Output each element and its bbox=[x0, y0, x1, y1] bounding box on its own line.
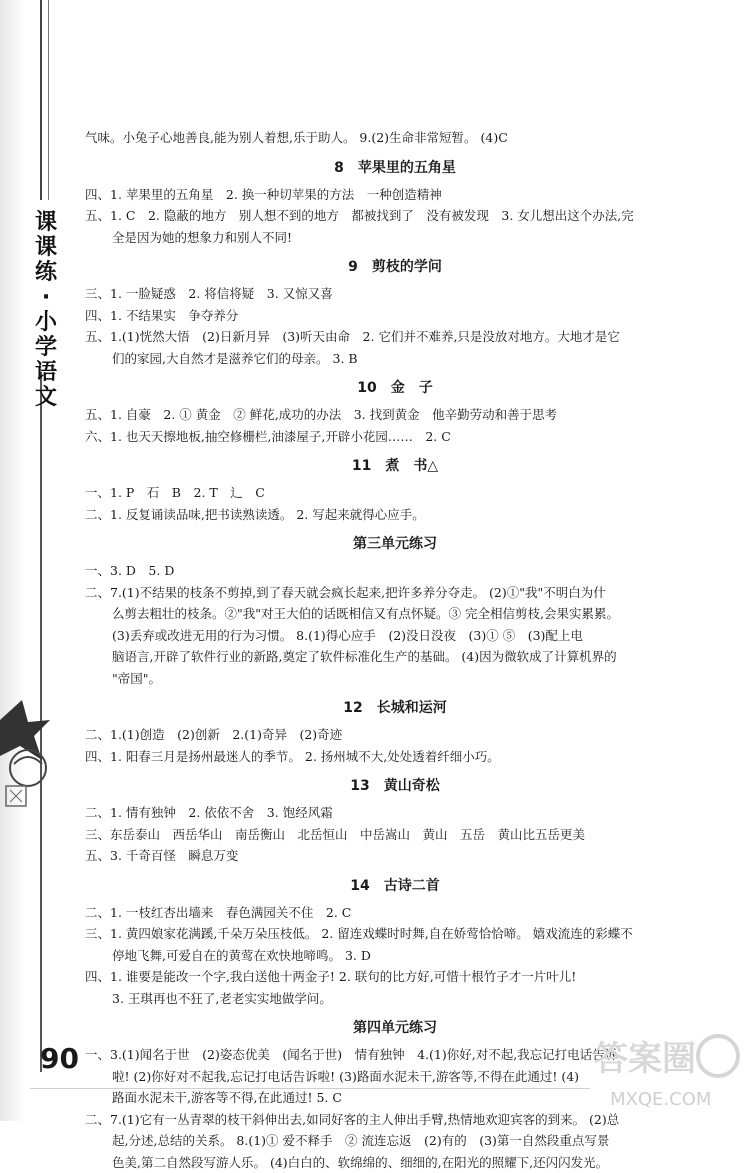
answer-line: 色美,第二自然段写游人乐。 (4)白白的、软绵绵的、细细的,在阳光的照耀下,还闪闪发光。 bbox=[85, 1152, 705, 1173]
answer-line: 五、3. 千奇百怪 瞬息万变 bbox=[85, 845, 705, 867]
title-char: 课 bbox=[34, 210, 58, 235]
book-spine-shadow bbox=[0, 0, 26, 1121]
answer-line: 六、1. 也天天擦地板,抽空修栅栏,油漆屋子,开辟小花园…… 2. C bbox=[85, 426, 705, 448]
section-heading: 第四单元练习 bbox=[85, 1017, 705, 1039]
answer-key-content bbox=[85, 127, 705, 1173]
section-heading: 8 苹果里的五角星 bbox=[85, 157, 705, 179]
answer-line: 三、1. 一脸疑惑 2. 将信将疑 3. 又惊又喜 bbox=[85, 283, 705, 305]
section-heading: 13 黄山奇松 bbox=[85, 775, 705, 797]
margin-illustration bbox=[0, 690, 60, 810]
section-heading: 第三单元练习 bbox=[85, 533, 705, 555]
watermark-url: MXQE.COM bbox=[610, 1089, 711, 1110]
answer-line: 一、1. P 石 B 2. T 辶 C bbox=[85, 482, 705, 504]
answer-line: 起,分述,总结的关系。 8.(1)① 爱不释手 ② 流连忘返 (2)有的 (3)第一自然段重点写景 bbox=[85, 1130, 705, 1152]
section-heading: 10 金 子 bbox=[85, 377, 705, 399]
page-number: 90 bbox=[40, 1042, 79, 1075]
spine-rule-thin bbox=[48, 0, 49, 200]
answer-line: 二、7.(1)它有一丛青翠的枝干斜伸出去,如同好客的主人伸出手臂,热情地欢迎宾客的到来。 (2)总 bbox=[85, 1109, 705, 1131]
section-heading: 14 古诗二首 bbox=[85, 875, 705, 897]
answer-line: 三、1. 黄四娘家花满蹊,千朵万朵压枝低。 2. 留连戏蝶时时舞,自在娇莺恰恰啼。 嬉戏流连的彩蝶不 bbox=[85, 923, 705, 945]
vertical-book-title bbox=[34, 210, 58, 410]
answer-line: 一、3.(1)闻名于世 (2)姿态优美 (闻名于世) 情有独钟 4.(1)你好,对不起,我忘记打电话告诉 bbox=[85, 1044, 705, 1066]
title-char: 小 bbox=[34, 310, 58, 335]
answer-line: 四、1. 阳春三月是扬州最迷人的季节。 2. 扬州城不大,处处透着纤细小巧。 bbox=[85, 746, 705, 768]
answer-line: "帝国"。 bbox=[85, 668, 705, 690]
section-heading: 11 煮 书△ bbox=[85, 455, 705, 477]
spine-rule bbox=[40, 0, 42, 200]
watermark-logo-text: 答案圈 bbox=[594, 1039, 696, 1079]
answer-line: 一、3. D 5. D bbox=[85, 560, 705, 582]
answer-line: 四、1. 谁要是能改一个字,我白送他十两金子! 2. 联句的比方好,可惜十根竹子才一片叶儿! bbox=[85, 966, 705, 988]
answer-line: 气味。小兔子心地善良,能为别人着想,乐于助人。 9.(2)生命非常短暂。 (4)C bbox=[85, 127, 705, 149]
answer-line: 二、1. 反复诵读品味,把书读熟读透。 2. 写起来就得心应手。 bbox=[85, 504, 705, 526]
title-char: 学 bbox=[34, 335, 58, 360]
answer-line: 四、1. 不结果实 争夺养分 bbox=[85, 305, 705, 327]
answer-line: 五、1.(1)恍然大悟 (2)日新月异 (3)听天由命 2. 它们并不难养,只是没放对地方。大地才是它 bbox=[85, 326, 705, 348]
watermark-logo bbox=[590, 1030, 740, 1115]
answer-line: 路面水泥未干,游客等不得,在此通过! 5. C bbox=[85, 1087, 705, 1109]
section-heading: 9 剪枝的学问 bbox=[85, 256, 705, 278]
answer-line: (3)丢弃或改进无用的行为习惯。 8.(1)得心应手 (2)没日没夜 (3)① ⑤ (3)配上电 bbox=[85, 625, 705, 647]
title-char: 课 bbox=[34, 235, 58, 260]
bottom-rule bbox=[30, 1088, 590, 1089]
answer-line: 五、1. C 2. 隐蔽的地方 别人想不到的地方 都被找到了 没有被发现 3. 女儿想出这个办法,完 bbox=[85, 205, 705, 227]
answer-line: 3. 王琪再也不狂了,老老实实地做学问。 bbox=[85, 988, 705, 1010]
answer-line: 啦! (2)你好对不起我,忘记打电话告诉啦! (3)路面水泥未干,游客等,不得在此通过! (4) bbox=[85, 1066, 705, 1088]
answer-line: 二、1.(1)创造 (2)创新 2.(1)奇异 (2)奇迹 bbox=[85, 724, 705, 746]
answer-line: 全是因为她的想象力和别人不同! bbox=[85, 227, 705, 249]
answer-line: 脑语言,开辟了软件行业的新路,奠定了软件标准化生产的基础。 (4)因为微软成了计算机界的 bbox=[85, 646, 705, 668]
answer-line: 五、1. 自豪 2. ① 黄金 ② 鲜花,成功的办法 3. 找到黄金 他辛勤劳动和善于思考 bbox=[85, 404, 705, 426]
answer-line: 们的家园,大自然才是滋养它们的母亲。 3. B bbox=[85, 348, 705, 370]
answer-line: 二、1. 一枝红杏出墙来 春色满园关不住 2. C bbox=[85, 902, 705, 924]
answer-line: 三、东岳泰山 西岳华山 南岳衡山 北岳恒山 中岳嵩山 黄山 五岳 黄山比五岳更美 bbox=[85, 824, 705, 846]
title-char: 练 bbox=[34, 260, 58, 285]
section-heading: 12 长城和运河 bbox=[85, 697, 705, 719]
answer-line: 二、1. 情有独钟 2. 依依不舍 3. 饱经风霜 bbox=[85, 802, 705, 824]
title-char: · bbox=[34, 285, 58, 310]
answer-line: 么剪去粗壮的枝条。②"我"对王大伯的话既相信又有点怀疑。③ 完全相信剪枝,会果实累累。 bbox=[85, 603, 705, 625]
answer-line: 停地飞舞,可爱自在的黄莺在欢快地啼鸣。 3. D bbox=[85, 945, 705, 967]
answer-line: 四、1. 苹果里的五角星 2. 换一种切苹果的方法 一种创造精神 bbox=[85, 184, 705, 206]
title-char: 文 bbox=[34, 385, 58, 410]
answer-line: 二、7.(1)不结果的枝条不剪掉,到了春天就会疯长起来,把许多养分夺走。 (2)①"我"不明白为什 bbox=[85, 582, 705, 604]
title-char: 语 bbox=[34, 360, 58, 385]
